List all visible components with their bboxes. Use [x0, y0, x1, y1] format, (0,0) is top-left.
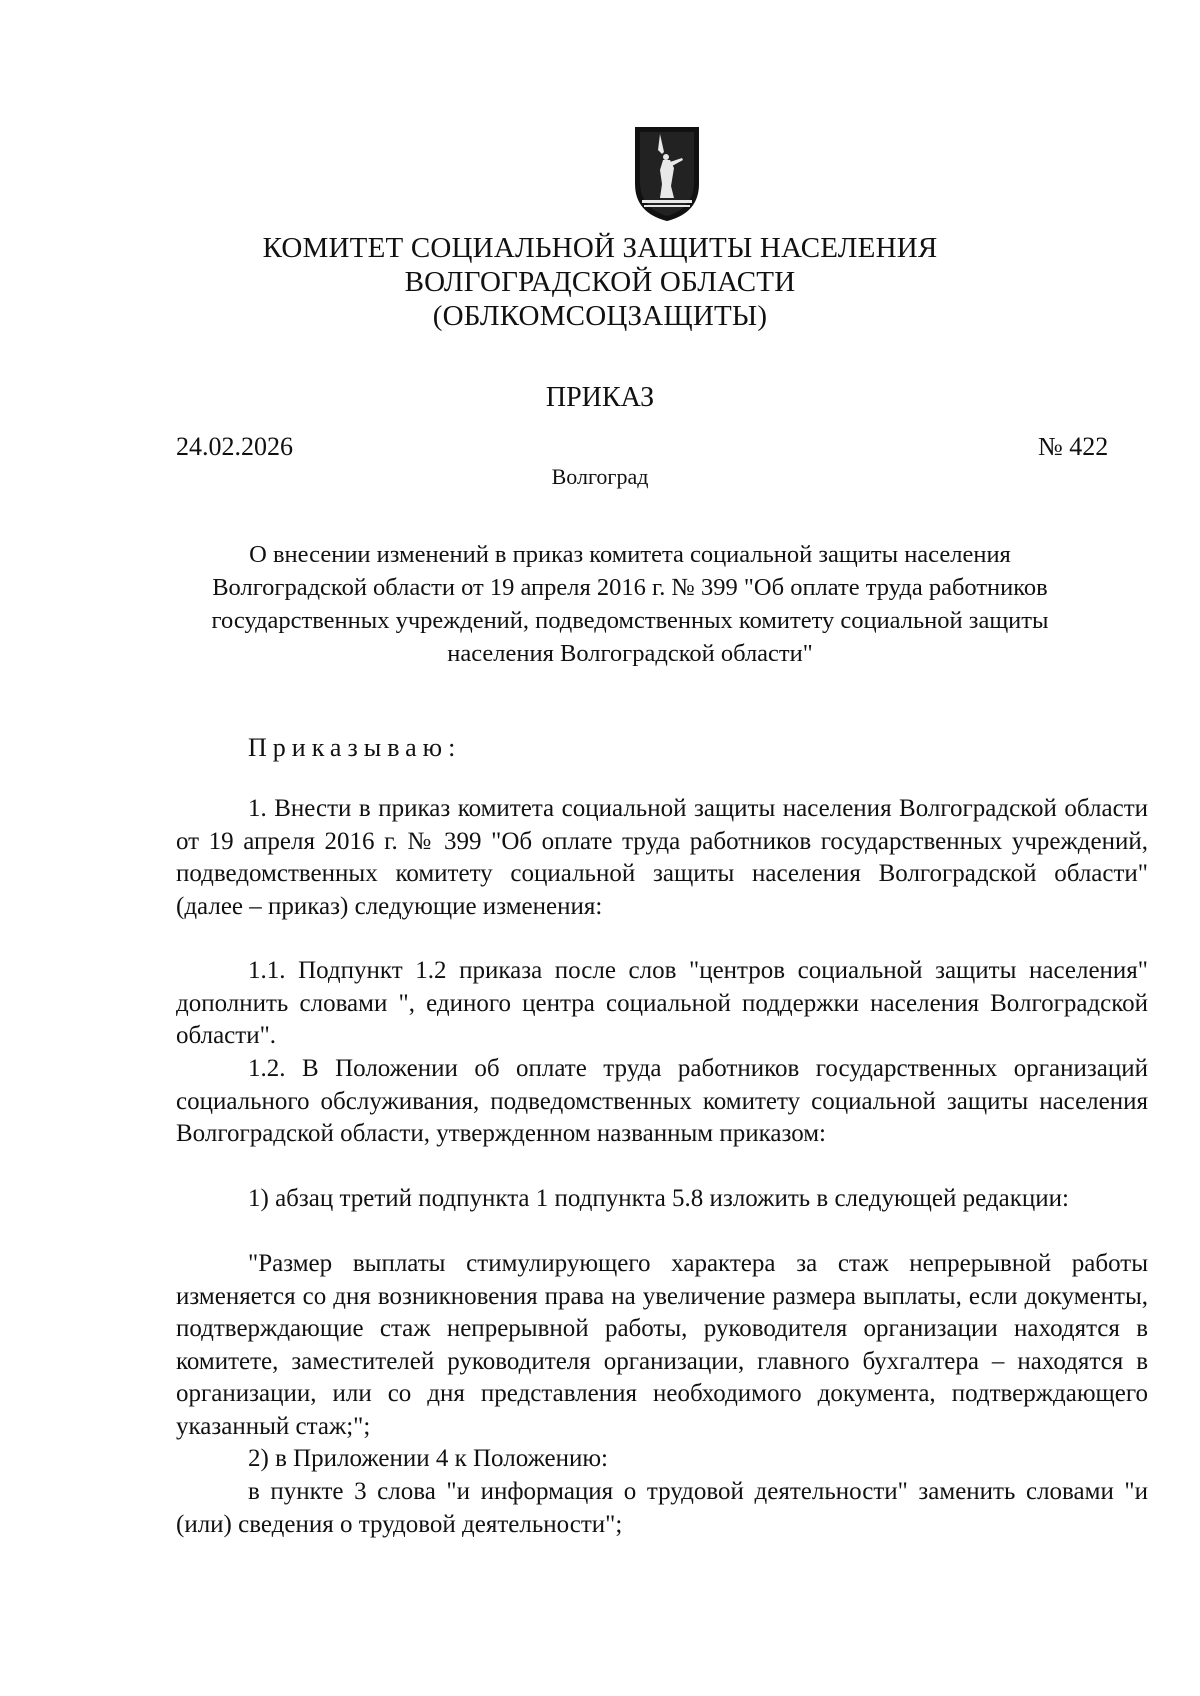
- paragraph-replace: в пункте 3 слова "и информация о трудовой деятельности" заменить словами "и (или) сведения о трудовой деятельности";: [176, 1478, 1148, 1538]
- organization-name-line3: (ОБЛКОМСОЦЗАЩИТЫ): [432, 300, 768, 332]
- paragraph-1-2: 1.2. В Положении об оплате труда работников государственных организаций социального обслуживания, подведомственных комитету социальной защиты населения Волгоградской области, утвержденном названным приказом:: [176, 1055, 1148, 1147]
- order-city: Волгоград: [551, 464, 649, 489]
- organization-name-line1: КОМИТЕТ СОЦИАЛЬНОЙ ЗАЩИТЫ НАСЕЛЕНИЯ: [262, 232, 938, 264]
- paragraph-1-1: 1.1. Подпункт 1.2 приказа после слов "центров социальной защиты населения" дополнить словами ", единого центра социальной поддержки населения Волгоградской области".: [176, 957, 1148, 1049]
- paragraph-quote: "Размер выплаты стимулирующего характера за стаж непрерывной работы изменяется со дня возникновения права на увеличение размера выплаты, если документы, подтверждающие стаж непрерывной работы, руководителя организации находятся в комитете, заместителей руководителя организации, главного бухгалтера – находятся в организации, или со дня представления необходимого документа, подтверждающего указанный стаж;";: [176, 1250, 1148, 1440]
- order-date: 24.02.2026: [176, 432, 293, 461]
- coat-of-arms-emblem: [630, 124, 704, 222]
- order-number: № 422: [1038, 432, 1109, 461]
- paragraph-1-2-2: 2) в Приложении 4 к Положению:: [248, 1445, 608, 1472]
- organization-name-line2: ВОЛГОГРАДСКОЙ ОБЛАСТИ: [404, 266, 796, 298]
- document-title: ПРИКАЗ: [545, 382, 655, 413]
- order-subject: О внесении изменений в приказ комитета социальной защиты населения Волгоградской области от 19 апреля 2016 г. № 399 "Об оплате труда работников государственных учреждений, подведомственных комитету социальной защиты населения Волгоградской области": [211, 541, 1049, 667]
- decree-word: Приказываю:: [248, 733, 462, 762]
- paragraph-1: 1. Внести в приказ комитета социальной защиты населения Волгоградской области от 19 апреля 2016 г. № 399 "Об оплате труда работников государственных учреждений, подведомственных комитету социальной защиты населения Волгоградской области" (далее – приказ) следующие изменения:: [176, 795, 1148, 920]
- paragraph-1-2-1: 1) абзац третий подпункта 1 подпункта 5.8 изложить в следующей редакции:: [248, 1185, 1069, 1212]
